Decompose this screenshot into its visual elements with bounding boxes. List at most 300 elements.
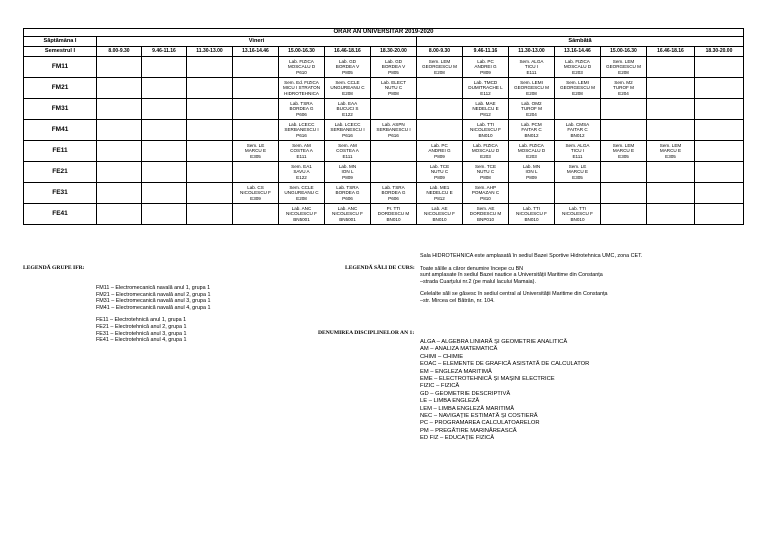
group-name: FM31	[24, 99, 97, 120]
cell-line: P809	[434, 153, 445, 159]
schedule-cell	[325, 183, 371, 204]
schedule-cell	[601, 120, 647, 141]
cell-line: COSTEA A	[290, 148, 313, 154]
group-name: FM21	[24, 78, 97, 99]
cell-line: P606	[388, 195, 399, 201]
cell-line: Sem. LEMI	[566, 80, 589, 86]
cell-line: Sem. LEMI	[520, 80, 543, 86]
cell-line: Sem. M2	[614, 80, 633, 86]
group-name: FM11	[24, 57, 97, 78]
legend-rooms-title: LEGENDĂ SĂLI DE CURS:	[345, 265, 415, 271]
group-name: FE21	[24, 162, 97, 183]
cell-line: Lab. TCE	[429, 164, 450, 170]
cell-line: NICOLESCU F	[286, 211, 317, 217]
schedule-cell	[142, 204, 187, 225]
schedule-cell	[279, 78, 325, 99]
legend-groups-list	[96, 285, 210, 344]
schedule-cell	[695, 99, 744, 120]
schedule-title: ORAR AN UNIVERSITAR 2019-2020	[24, 29, 744, 37]
legend-room-item: Sala HIDROTEHNICA este amplasată în sediul Bazei Sportive Hidrotehnica UMC, zona CET.	[420, 253, 643, 259]
group-row	[24, 141, 744, 162]
schedule-cell	[233, 99, 279, 120]
cell-line: BN010	[432, 216, 447, 222]
schedule-cell	[509, 78, 555, 99]
time-slot-header: 9.46-11.16	[463, 47, 509, 57]
cell-line: E204	[526, 111, 537, 117]
schedule-cell	[647, 204, 695, 225]
cell-line: GEORGESCU M	[606, 64, 641, 70]
cell-line: Lab. GD	[338, 59, 357, 65]
schedule-cell	[187, 183, 233, 204]
cell-line: Sem. AE	[476, 206, 495, 212]
cell-line: Lab. ASPN	[382, 122, 405, 128]
cell-line: BORDEA V	[335, 64, 360, 70]
schedule-cell	[509, 141, 555, 162]
cell-line: E203	[480, 153, 491, 159]
cell-line: Lab. ANC	[337, 206, 358, 212]
schedule-cell	[279, 99, 325, 120]
schedule-cell	[647, 78, 695, 99]
cell-line: Sem. AM	[338, 143, 357, 149]
cell-line: Lab. ME1	[429, 185, 450, 191]
time-slot-header: 8.00-9.30	[417, 47, 463, 57]
cell-line: E305	[250, 153, 261, 159]
cell-line: E122	[296, 174, 307, 180]
cell-line: Sem. LEM	[428, 59, 451, 65]
cell-line: MOSCALU D	[471, 148, 500, 154]
cell-line: Lab. PC	[431, 143, 448, 149]
cell-line: MOSCALU D	[563, 64, 592, 70]
group-name: FE11	[24, 141, 97, 162]
schedule-cell	[695, 120, 744, 141]
schedule-cell	[325, 120, 371, 141]
schedule-cell	[187, 78, 233, 99]
schedule-cell	[97, 204, 142, 225]
cell-line: Sem. AM	[292, 143, 311, 149]
cell-line: COSTEA A	[336, 148, 359, 154]
schedule-cell	[233, 183, 279, 204]
cell-line: GEORGESCU M	[422, 64, 457, 70]
schedule-cell	[555, 99, 601, 120]
legend-group-item: FE41 – Electrotehnică anul 4, grupa 1	[96, 337, 187, 344]
discipline-item: FIZIC – FIZICĂ	[420, 383, 460, 390]
schedule-cell	[371, 183, 417, 204]
cell-line: Sem. ALGA	[519, 59, 544, 65]
cell-line: UNGUREANU C	[330, 85, 365, 91]
schedule-cell	[325, 99, 371, 120]
schedule-cell	[601, 99, 647, 120]
schedule-cell	[417, 120, 463, 141]
schedule-cell	[417, 204, 463, 225]
schedule-cell	[371, 120, 417, 141]
cell-line: Lab. CMSA	[565, 122, 590, 128]
cell-line: P809	[342, 174, 353, 180]
cell-line: ANDREI G	[428, 148, 451, 154]
schedule-cell	[417, 141, 463, 162]
day-header-saturday: Sâmbătă	[417, 37, 744, 47]
cell-line: Sem. LEM	[612, 59, 635, 65]
time-slot-header: 16.46-18.16	[647, 47, 695, 57]
cell-line: P812	[480, 111, 491, 117]
schedule-cell	[601, 141, 647, 162]
schedule-cell	[555, 204, 601, 225]
cell-line: E208	[296, 195, 307, 201]
cell-line: E111	[296, 153, 307, 159]
cell-line: BNP010	[476, 216, 495, 222]
cell-line: Lab. FIZICA	[289, 59, 314, 65]
group-row	[24, 120, 744, 141]
discipline-item: PC – PROGRAMAREA CALCULATOARELOR	[420, 420, 540, 427]
cell-line: Sem. CCLE	[335, 80, 360, 86]
cell-line: POMAZAN C	[471, 190, 500, 196]
schedule-cell	[233, 204, 279, 225]
cell-line: SAVU A	[293, 169, 310, 175]
cell-line: E122	[342, 111, 353, 117]
schedule-cell	[279, 57, 325, 78]
time-slot-header: 11.30-13.00	[187, 47, 233, 57]
cell-line: Lab. PC	[477, 59, 494, 65]
group-row	[24, 204, 744, 225]
schedule-cell	[601, 204, 647, 225]
schedule-cell	[142, 183, 187, 204]
cell-line: P616	[388, 132, 399, 138]
discipline-item: PM – PREGĂTIRE MARINĂREASCĂ	[420, 427, 517, 434]
cell-line: NICOLESCU F	[424, 211, 455, 217]
cell-line: Lab. TTI	[476, 122, 495, 128]
disciplines-title: DENUMIREA DISCIPLINELOR AN 1:	[318, 330, 415, 336]
cell-line: DORDESCU M	[377, 211, 410, 217]
cell-line: Sem. LE	[568, 164, 587, 170]
cell-line: E305	[665, 153, 676, 159]
cell-line: NEDELCU E	[426, 190, 453, 196]
schedule-cell	[463, 99, 509, 120]
cell-line: Lab. TTI	[522, 206, 541, 212]
legend-room-item: –str. Mircea cel Bătrân, nr. 104.	[420, 297, 495, 304]
schedule-cell	[279, 204, 325, 225]
schedule-cell	[509, 57, 555, 78]
discipline-item: EME – ELECTROTEHNICĂ ȘI MAȘINI ELECTRICE	[420, 376, 555, 383]
schedule-cell	[463, 141, 509, 162]
schedule-cell	[509, 120, 555, 141]
schedule-cell	[187, 204, 233, 225]
cell-line: P805	[342, 69, 353, 75]
discipline-item: GD – GEOMETRIE DESCRIPTIVĂ	[420, 390, 511, 397]
cell-line: BORDEA G	[381, 190, 406, 196]
cell-line: E305	[572, 174, 583, 180]
schedule-cell	[371, 162, 417, 183]
discipline-item: AM – ANALIZA MATEMATICĂ	[420, 346, 498, 353]
discipline-item: ED FIZ – EDUCAȚIE FIZICĂ	[420, 435, 495, 442]
cell-line: BN010	[570, 216, 585, 222]
cell-line: P809	[434, 174, 445, 180]
cell-line: E208	[618, 69, 629, 75]
cell-line: E208	[526, 90, 537, 96]
schedule-cell	[233, 57, 279, 78]
cell-line: UNGUREANU C	[284, 190, 319, 196]
cell-line: NICOLESCU F	[562, 211, 593, 217]
cell-line: E204	[618, 90, 629, 96]
cell-line: E208	[434, 69, 445, 75]
discipline-item: LE – LIMBA ENGLEZĂ	[420, 398, 480, 405]
group-row	[24, 183, 744, 204]
schedule-cell	[417, 183, 463, 204]
schedule-cell	[509, 183, 555, 204]
cell-line: MOSCALU D	[287, 64, 316, 70]
schedule-cell	[555, 183, 601, 204]
schedule-cell	[463, 183, 509, 204]
cell-line: E112	[480, 90, 491, 96]
schedule-cell	[325, 57, 371, 78]
time-slot-header: 13.16-14.46	[233, 47, 279, 57]
cell-line: Lab. MAE	[475, 101, 496, 107]
cell-line: P812	[434, 195, 445, 201]
cell-line: BN012	[524, 132, 539, 138]
cell-line: BORDEA G	[289, 106, 314, 112]
time-slot-header: 15.00-16.30	[601, 47, 647, 57]
schedule-cell	[695, 183, 744, 204]
cell-line: P808	[480, 174, 491, 180]
discipline-item: NEC – NAVIGAȚIE ESTIMATĂ ȘI COSTIERĂ	[420, 413, 538, 420]
cell-line: Lab. ANC	[291, 206, 312, 212]
cell-line: Lab. TSRA	[336, 185, 359, 191]
legend-room-item: Toate sălile a căror denumire începe cu BN	[420, 265, 524, 272]
discipline-item: LEM – LIMBA ENGLEZĂ MARITIMĂ	[420, 405, 515, 412]
time-slot-header: 15.00-16.30	[279, 47, 325, 57]
schedule-cell	[371, 141, 417, 162]
cell-line: MICU I STRATON	[282, 85, 321, 91]
cell-line: P606	[342, 195, 353, 201]
cell-line: E111	[526, 69, 537, 75]
cell-line: BORDEA G	[335, 190, 360, 196]
schedule-cell	[325, 78, 371, 99]
schedule-cell	[463, 57, 509, 78]
cell-line: E111	[342, 153, 353, 159]
schedule-cell	[233, 141, 279, 162]
time-slot-header: 9.46-11.16	[142, 47, 187, 57]
cell-line: BN010	[386, 216, 401, 222]
time-slot-header: 18.30-20.00	[695, 47, 744, 57]
schedule-cell	[463, 204, 509, 225]
schedule-cell	[555, 162, 601, 183]
schedule-cell	[187, 120, 233, 141]
legend-room-item: sunt amplasate în sediul Bazei nautice a Universității Maritime din Constanța	[420, 272, 603, 279]
cell-line: Sem. LEM	[612, 143, 635, 149]
schedule-cell	[601, 78, 647, 99]
group-name: FM41	[24, 120, 97, 141]
cell-line: TUROF M	[521, 106, 542, 112]
schedule-cell	[142, 57, 187, 78]
cell-line: P809	[480, 69, 491, 75]
cell-line: Lab. OM2	[521, 101, 542, 107]
cell-line: Sem. LEM	[659, 143, 682, 149]
schedule-cell	[97, 99, 142, 120]
schedule-cell	[647, 120, 695, 141]
cell-line: E309	[250, 195, 261, 201]
cell-line: TUROF M	[613, 85, 634, 91]
legend-group-item: FE31 – Electrotehnică anul 3, grupa 1	[96, 330, 187, 337]
schedule-cell	[695, 57, 744, 78]
cell-line: BN012	[570, 132, 585, 138]
schedule-cell	[509, 99, 555, 120]
cell-line: Pr. TTI	[386, 206, 401, 212]
schedule-cell	[647, 141, 695, 162]
legend-groups-title: LEGENDĂ GRUPE IFR:	[23, 265, 85, 271]
cell-line: P610	[296, 69, 307, 75]
cell-line: Sem. TCE	[474, 164, 497, 170]
cell-line: Sem. ALGA	[565, 143, 590, 149]
schedule-cell	[187, 57, 233, 78]
cell-line: E305	[618, 153, 629, 159]
cell-line: SERBANESCU I	[284, 127, 319, 133]
schedule-cell	[97, 141, 142, 162]
legend-group-item: FE11 – Electrotehnică anul 1, grupa 1	[96, 317, 187, 324]
group-name: FE31	[24, 183, 97, 204]
cell-line: BN5001	[339, 216, 356, 222]
cell-line: P805	[388, 69, 399, 75]
schedule-cell	[97, 57, 142, 78]
time-slot-header: 8.00-9.30	[97, 47, 142, 57]
cell-line: Lab. FIZICA	[473, 143, 498, 149]
cell-line: Lab. FIZICA	[565, 59, 590, 65]
cell-line: E203	[526, 153, 537, 159]
group-row	[24, 57, 744, 78]
discipline-item: ALGA – ALGEBRA LINIARĂ ȘI GEOMETRIE ANALITICĂ	[420, 339, 568, 345]
discipline-item: EOAC – ELEMENTE DE GRAFICĂ ASISTATĂ DE CALCULATOR	[420, 361, 590, 368]
cell-line: P616	[342, 132, 353, 138]
time-slot-header: 13.16-14.46	[555, 47, 601, 57]
cell-line: MARCU E	[612, 148, 635, 154]
cell-line: GEORGESCU M	[514, 85, 549, 91]
cell-line: P616	[296, 132, 307, 138]
cell-line: BORDEA V	[381, 64, 406, 70]
schedule-cell	[233, 162, 279, 183]
legend-group-item: FM11 – Electromecanică navală anul 1, grupa 1	[96, 285, 211, 291]
schedule-cell	[647, 183, 695, 204]
cell-line: Lab. TSRA	[382, 185, 405, 191]
cell-line: DORDESCU M	[469, 211, 502, 217]
cell-line: ANDREI G	[474, 64, 497, 70]
semester-label: Semestrul I	[24, 47, 97, 57]
time-slot-header: 11.30-13.00	[509, 47, 555, 57]
cell-line: Lab. PCM	[521, 122, 542, 128]
cell-line: NICOLESCU F	[240, 190, 271, 196]
cell-line: P810	[480, 195, 491, 201]
cell-line: E203	[572, 69, 583, 75]
schedule-cell	[555, 120, 601, 141]
time-slot-header: 18.30-20.00	[371, 47, 417, 57]
cell-line: Lab. ELECT	[380, 80, 407, 86]
legend-group-item: FE21 – Electrotehnică anul 2, grupa 1	[96, 323, 187, 330]
schedule-cell	[647, 57, 695, 78]
cell-line: Lab. TMCD	[473, 80, 498, 86]
schedule-cell	[647, 162, 695, 183]
discipline-item: CHIMI – CHIMIE	[420, 353, 464, 360]
cell-line: FAITAR C	[567, 127, 588, 133]
legend-group-item: FM41 – Electromecanică navală anul 4, grupa 1	[96, 304, 211, 311]
schedule-cell	[97, 120, 142, 141]
discipline-item: EM – ENGLEZA MARITIMĂ	[420, 368, 492, 375]
schedule-cell	[279, 183, 325, 204]
disciplines-list	[420, 339, 589, 443]
cell-line: ION L	[341, 169, 354, 175]
legend-room-item: Celelalte săli se găsesc în sediul central al Universității Maritime din Constanța	[420, 291, 608, 298]
cell-line: DUMITRACHE L	[468, 85, 503, 91]
cell-line: MARCU E	[566, 169, 589, 175]
cell-line: E208	[572, 90, 583, 96]
schedule-cell	[371, 99, 417, 120]
cell-line: E111	[572, 153, 583, 159]
cell-line: TICU I	[524, 64, 539, 70]
schedule-cell	[279, 120, 325, 141]
schedule-cell	[463, 120, 509, 141]
legend-group-item: FM31 – Electromecanică navală anul 3, grupa 1	[96, 298, 211, 305]
schedule-cell	[695, 162, 744, 183]
group-row	[24, 99, 744, 120]
cell-line: GEORGESCU M	[560, 85, 595, 91]
schedule-cell	[647, 99, 695, 120]
cell-line: FAITAR C	[521, 127, 542, 133]
cell-line: NICOLESCU F	[332, 211, 363, 217]
cell-line: Sem. AHP	[474, 185, 497, 191]
schedule-cell	[509, 204, 555, 225]
schedule-table	[23, 28, 744, 225]
cell-line: NICOLESCU F	[470, 127, 501, 133]
schedule-cell	[142, 162, 187, 183]
group-row	[24, 78, 744, 99]
cell-line: NICOLESCU F	[516, 211, 547, 217]
schedule-cell	[142, 78, 187, 99]
schedule-cell	[97, 183, 142, 204]
schedule-cell	[417, 57, 463, 78]
schedule-cell	[463, 78, 509, 99]
cell-line: P808	[388, 90, 399, 96]
schedule-cell	[601, 183, 647, 204]
cell-line: Lab. AE	[431, 206, 448, 212]
cell-line: SERBANESCU I	[330, 127, 365, 133]
cell-line: Lab. CS	[247, 185, 264, 191]
schedule-cell	[325, 162, 371, 183]
schedule-cell	[555, 57, 601, 78]
cell-line: Lab. LCECC	[334, 122, 361, 128]
cell-line: NUTU C	[430, 169, 449, 175]
cell-line: MARCU E	[244, 148, 267, 154]
schedule-cell	[187, 99, 233, 120]
cell-line: Lab. MN	[522, 164, 541, 170]
time-slot-header: 16.46-18.16	[325, 47, 371, 57]
cell-line: BN010	[478, 132, 493, 138]
cell-line: TICU I	[570, 148, 585, 154]
cell-line: ION L	[525, 169, 538, 175]
schedule-cell	[695, 78, 744, 99]
schedule-cell	[97, 162, 142, 183]
schedule-cell	[555, 78, 601, 99]
schedule-cell	[233, 120, 279, 141]
cell-line: NUTU C	[384, 85, 403, 91]
schedule-cell	[279, 162, 325, 183]
schedule-cell	[601, 162, 647, 183]
week-label: Săptămâna I	[24, 37, 97, 47]
cell-line: Lab. EAA	[337, 101, 358, 107]
legend-rooms-list	[420, 253, 642, 305]
cell-line: E208	[342, 90, 353, 96]
cell-line: NEDELCU E	[472, 106, 499, 112]
schedule-cell	[97, 78, 142, 99]
cell-line: Sem. Ed. FIZICA	[284, 80, 319, 86]
cell-line: Sem. CCLE	[289, 185, 314, 191]
legend-room-item: –strada Cuarțului nr.2 (pe malul lacului Mamaia).	[420, 278, 536, 285]
cell-line: Sem. LE	[246, 143, 265, 149]
schedule-cell	[371, 57, 417, 78]
